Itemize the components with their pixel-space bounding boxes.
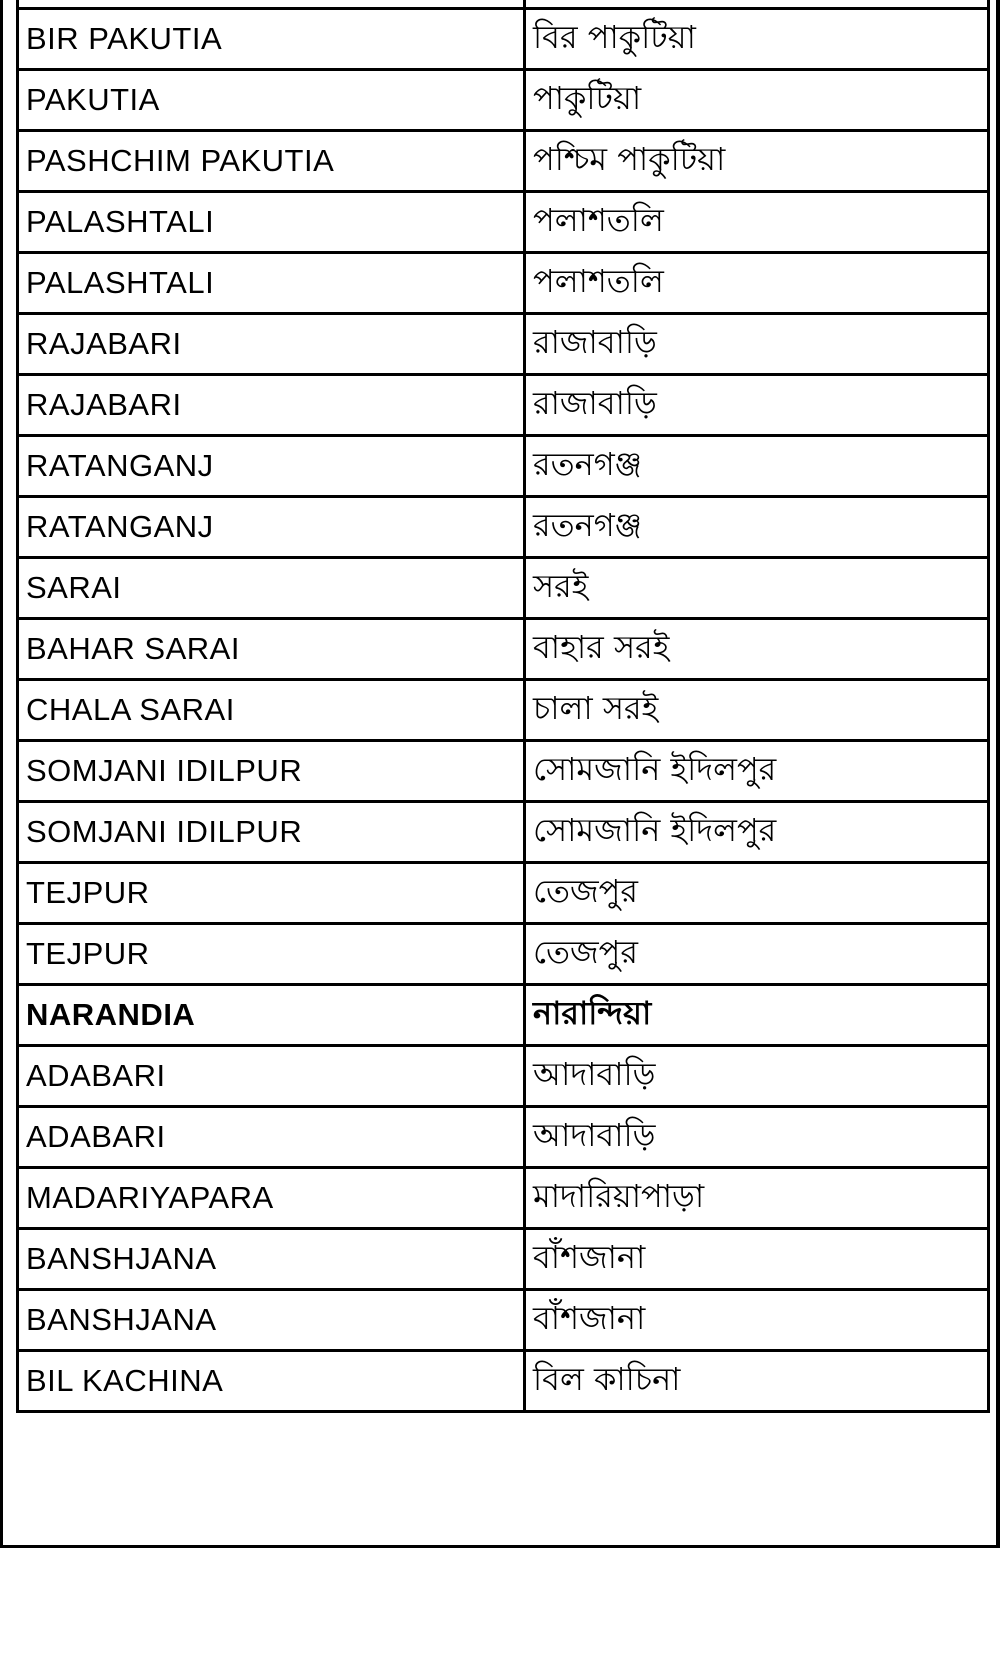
table-body [18, 0, 989, 1412]
bengali-name-cell: সোমজানি ইদিলপুর [525, 741, 989, 802]
table-row [18, 1351, 989, 1412]
table-row [18, 1046, 989, 1107]
table-row [18, 131, 989, 192]
table-row [18, 0, 989, 9]
table-row [18, 497, 989, 558]
bengali-name-cell: রাজাবাড়ি [525, 314, 989, 375]
bengali-name-cell: তেজপুর [525, 924, 989, 985]
table-row [18, 863, 989, 924]
english-name-cell: RATANGANJ [18, 436, 525, 497]
table-row [18, 9, 989, 70]
bengali-name-cell: বির পাকুটিয়া [525, 9, 989, 70]
english-name-cell: SARAI [18, 558, 525, 619]
english-name-cell: ADABARI [18, 1046, 525, 1107]
table-row [18, 1168, 989, 1229]
bengali-name-cell: বাহার সরই [525, 619, 989, 680]
table-row [18, 314, 989, 375]
bengali-name-cell: পলাশতলি [525, 253, 989, 314]
table-row [18, 1290, 989, 1351]
table-row [18, 70, 989, 131]
bengali-name-cell [525, 0, 989, 9]
english-name-cell: RAJABARI [18, 375, 525, 436]
table-row [18, 1107, 989, 1168]
bengali-name-cell: চালা সরই [525, 680, 989, 741]
bengali-name-cell: পলাশতলি [525, 192, 989, 253]
table-row [18, 985, 989, 1046]
table-row [18, 680, 989, 741]
english-name-cell: BIR PAKUTIA [18, 9, 525, 70]
bengali-name-cell: পশ্চিম পাকুটিয়া [525, 131, 989, 192]
bengali-name-cell: নারান্দিয়া [525, 985, 989, 1046]
table-row [18, 375, 989, 436]
english-name-cell: PALASHTALI [18, 192, 525, 253]
english-name-cell: PAKUTIA [18, 70, 525, 131]
english-name-cell: NARANDIA [18, 985, 525, 1046]
bengali-name-cell: মাদারিয়াপাড়া [525, 1168, 989, 1229]
bengali-name-cell: তেজপুর [525, 863, 989, 924]
bengali-name-cell: আদাবাড়ি [525, 1107, 989, 1168]
english-name-cell: BANSHJANA [18, 1229, 525, 1290]
bengali-name-cell: রতনগঞ্জ [525, 497, 989, 558]
left-border-line [0, 0, 3, 1548]
english-name-cell: PASHCHIM PAKUTIA [18, 131, 525, 192]
english-name-cell: TEJPUR [18, 863, 525, 924]
english-name-cell [18, 0, 525, 9]
bengali-name-cell: পাকুটিয়া [525, 70, 989, 131]
table-row [18, 924, 989, 985]
english-name-cell: ADABARI [18, 1107, 525, 1168]
english-name-cell: PALASHTALI [18, 253, 525, 314]
bengali-name-cell: বিল কাচিনা [525, 1351, 989, 1412]
table-row [18, 253, 989, 314]
table-row [18, 802, 989, 863]
bengali-name-cell: সরই [525, 558, 989, 619]
english-name-cell: TEJPUR [18, 924, 525, 985]
english-name-cell: CHALA SARAI [18, 680, 525, 741]
english-name-cell: BANSHJANA [18, 1290, 525, 1351]
english-name-cell: SOMJANI IDILPUR [18, 741, 525, 802]
english-name-cell: RAJABARI [18, 314, 525, 375]
bengali-name-cell: আদাবাড়ি [525, 1046, 989, 1107]
bengali-name-cell: বাঁশজানা [525, 1229, 989, 1290]
table-row [18, 1229, 989, 1290]
bengali-name-cell: রতনগঞ্জ [525, 436, 989, 497]
table-row [18, 558, 989, 619]
table-row [18, 741, 989, 802]
english-name-cell: SOMJANI IDILPUR [18, 802, 525, 863]
english-name-cell: MADARIYAPARA [18, 1168, 525, 1229]
bengali-name-cell: সোমজানি ইদিলপুর [525, 802, 989, 863]
english-name-cell: BAHAR SARAI [18, 619, 525, 680]
english-name-cell: BIL KACHINA [18, 1351, 525, 1412]
bengali-name-cell: বাঁশজানা [525, 1290, 989, 1351]
place-names-table [16, 0, 990, 1413]
right-border-line [996, 0, 1000, 1548]
bengali-name-cell: রাজাবাড়ি [525, 375, 989, 436]
table-row [18, 436, 989, 497]
table-row [18, 619, 989, 680]
english-name-cell: RATANGANJ [18, 497, 525, 558]
table-bottom-border [0, 1545, 1000, 1548]
table-row [18, 192, 989, 253]
